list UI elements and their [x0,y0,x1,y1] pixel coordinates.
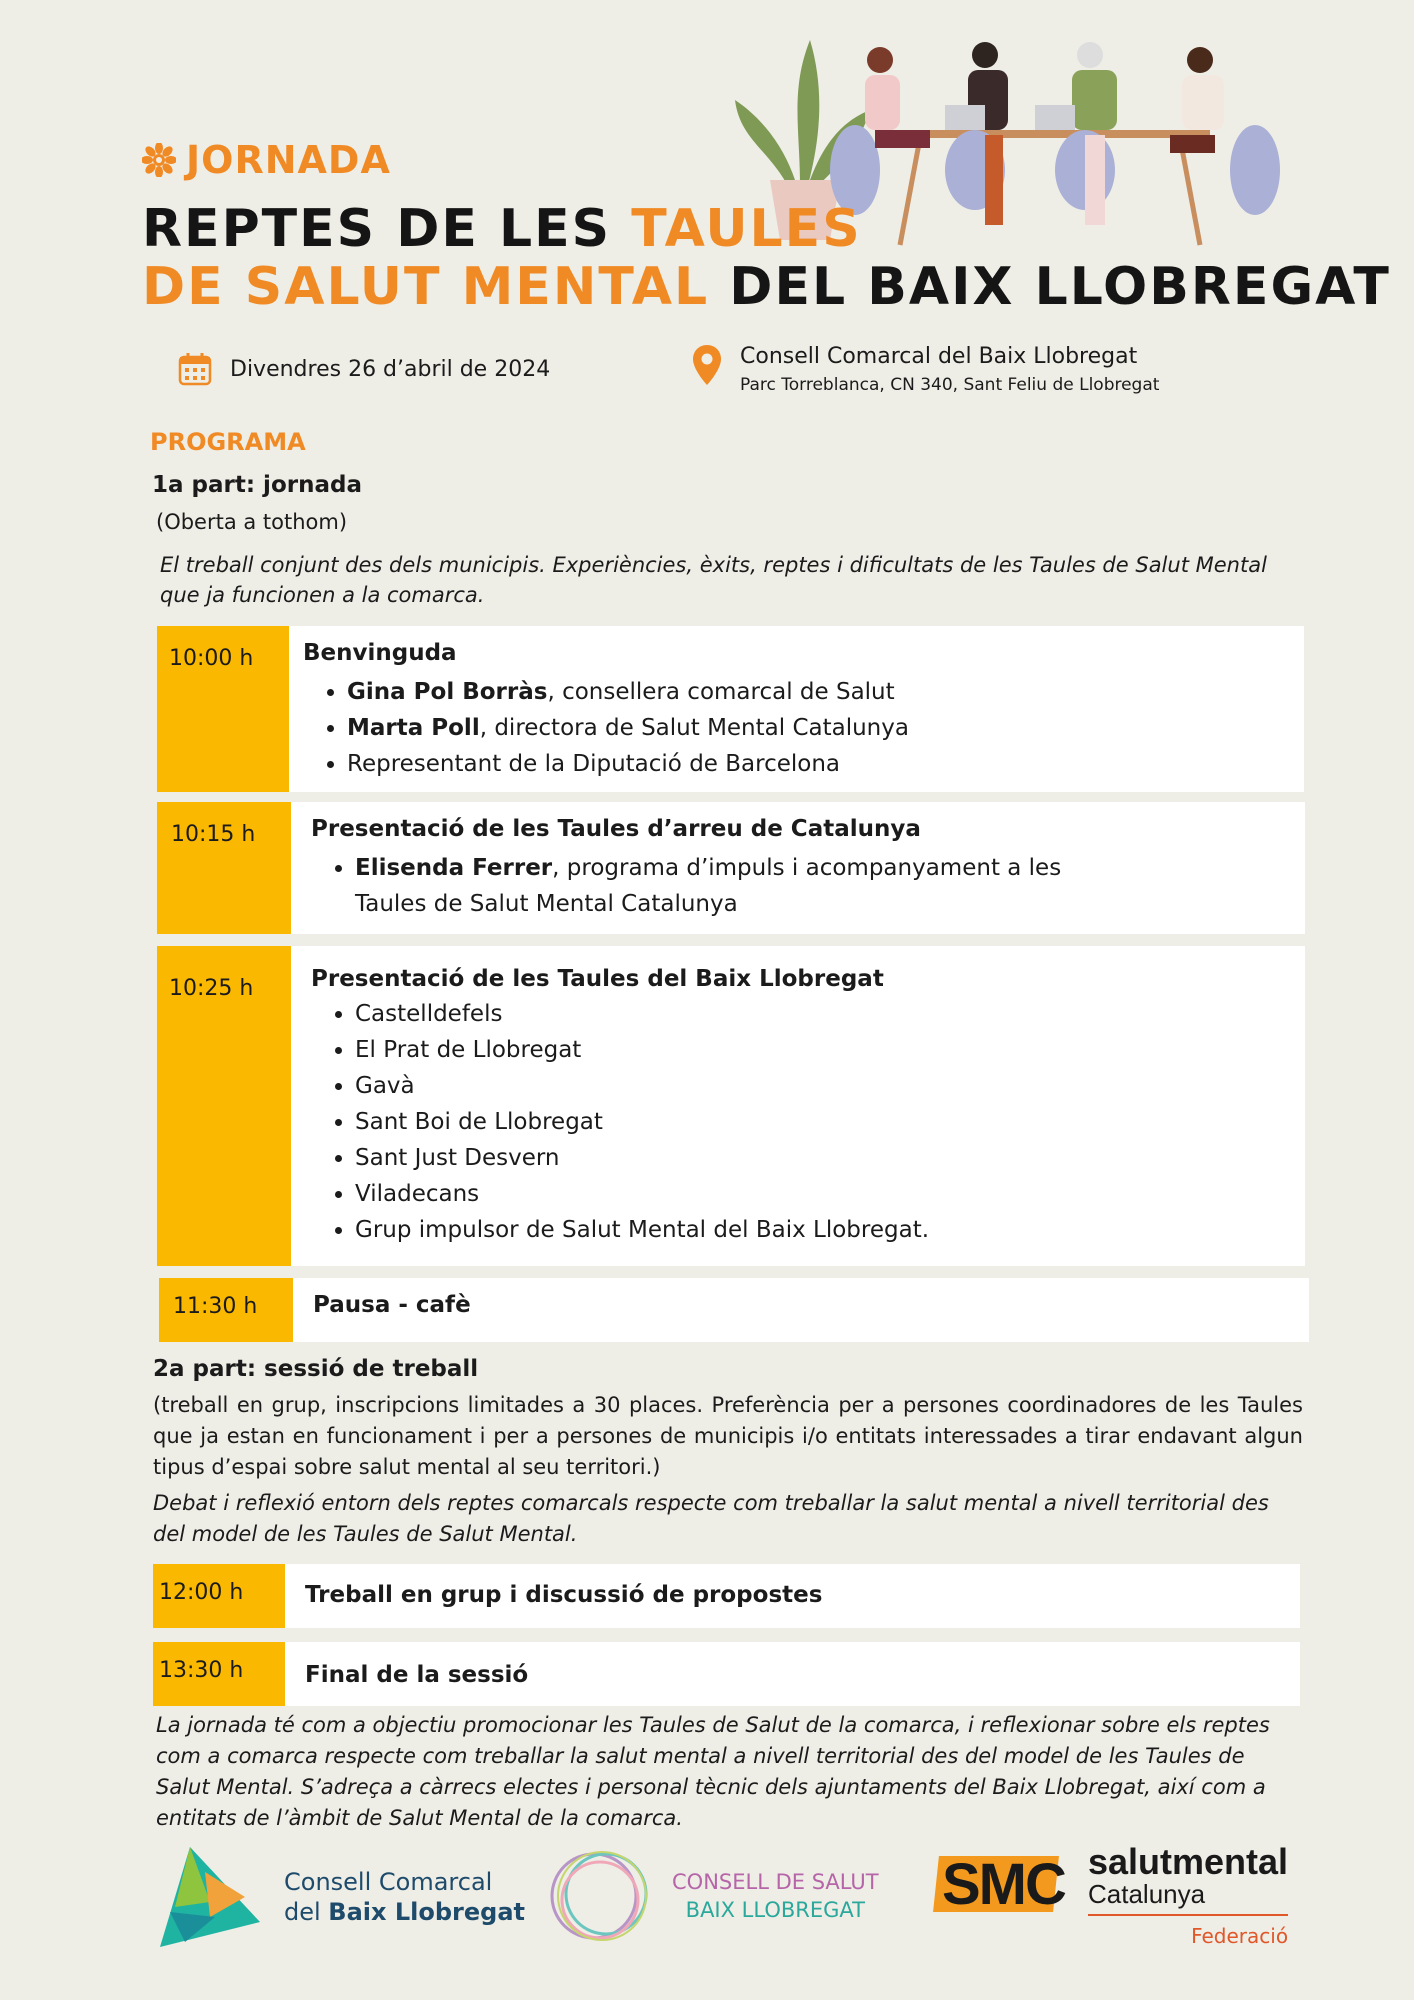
list-item: • Castelldefels [355,996,929,1032]
list-item: • Gina Pol Borràs, consellera comarcal de Salut [347,674,909,710]
flower-icon [142,143,176,177]
part2-description: Debat i reflexió entorn dels reptes comarcals respecte com treballar la salut mental a nivell territorial des del model de les Taules de Salut Mental. [153,1491,1269,1546]
ccbl-name-line1: Consell Comarcal [284,1868,493,1896]
session-title: Pausa - cafè [313,1292,471,1318]
list-item: • El Prat de Llobregat [355,1032,929,1068]
smc-line2: Catalunya [1088,1879,1206,1909]
session-block [159,1278,1309,1342]
session-title: Treball en grup i discussió de propostes [305,1582,823,1608]
smc-mark: SMC [936,1846,1082,1918]
session-block [157,802,1305,934]
circles-logo-icon [544,1846,668,1946]
csbl-line1: CONSELL DE SALUT [672,1870,879,1894]
session-title: Final de la sessió [305,1662,529,1688]
session-title: Benvinguda [303,640,457,666]
event-date [178,352,550,386]
date-text: Divendres 26 d’abril de 2024 [230,356,551,382]
part1-title: 1a part: jornada [152,472,362,498]
list-item: • Sant Just Desvern [355,1140,929,1176]
list-item: • Sant Boi de Llobregat [355,1104,929,1140]
title-part: TAULES [631,199,862,259]
event-kicker [142,138,391,182]
closing-text: La jornada té com a objectiu promocionar les Taules de Salut de la comarca, i reflexionar sobre els reptes com a comarca respecte com treballar la salut mental a nivell territorial des del model de les Taules de Salut Mental. S’adreça a càrrecs electes i personal tècnic dels ajuntaments del Baix Llobregat, així com a entitats de l’àmbit de Salut Mental de la comarca. [156,1713,1270,1830]
event-location [692,344,1159,395]
map-pin-icon [692,344,722,386]
location-name: Consell Comarcal del Baix Llobregat [740,344,1138,369]
csbl-line2: BAIX LLOBREGAT [685,1898,865,1922]
logo-smc [936,1841,1289,1952]
list-item: • Grup impulsor de Salut Mental del Baix Llobregat. [355,1212,929,1248]
logo-consell-salut [544,1846,879,1946]
ccbl-logo-icon [150,1842,270,1952]
part2-note: (treball en grup, inscripcions limitades a 30 places. Preferència per a persones coordinadores de les Taules que ja estan en funcionament i per a persones de municipis i/o entitats interessades a tirar endavant algun tipus d’espai sobre salut mental al seu territori.) [153,1393,1303,1479]
session-time: 10:15 h [157,802,291,934]
title-part: REPTES DE LES [142,199,632,259]
logo-ccbl [150,1842,525,1952]
location-address: Parc Torreblanca, CN 340, Sant Feliu de Llobregat [740,375,1160,395]
calendar-icon [178,352,212,386]
list-item: • Marta Poll, directora de Salut Mental Catalunya [347,710,909,746]
list-item: • Gavà [355,1068,929,1104]
kicker-label: JORNADA [186,138,391,182]
ccbl-name-line2: del Baix Llobregat [284,1898,525,1926]
title-part: DE SALUT MENTAL [142,257,710,317]
session-time: 12:00 h [153,1564,285,1628]
list-item: • Representant de la Diputació de Barcelona [347,746,909,782]
part1-description: El treball conjunt des dels municipis. Experiències, èxits, reptes i dificultats de les Taules de Salut Mental que ja funcionen a la comarca. [160,553,1267,607]
smc-line3: Federació [1088,1914,1288,1952]
session-block [153,1642,1300,1706]
program-heading: PROGRAMA [150,428,306,456]
list-item: • Viladecans [355,1176,929,1212]
part2-title: 2a part: sessió de treball [153,1356,479,1382]
title-part: DEL BAIX LLOBREGAT [709,257,1391,317]
session-time: 10:00 h [157,626,289,792]
list-item: • Elisenda Ferrer, programa d’impuls i acompanyament a les Taules de Salut Mental Catalunya [355,850,1061,922]
session-time: 11:30 h [159,1278,293,1342]
smc-line1: salutmental [1088,1841,1289,1882]
session-block [157,946,1305,1266]
session-block [153,1564,1300,1628]
part1-subtitle: (Oberta a tothom) [156,510,348,534]
session-time: 13:30 h [153,1642,285,1706]
session-time: 10:25 h [157,946,291,1266]
page-title [142,200,1391,316]
session-title: Presentació de les Taules del Baix Llobregat [311,966,884,992]
session-block [157,626,1304,792]
session-title: Presentació de les Taules d’arreu de Catalunya [311,816,921,842]
